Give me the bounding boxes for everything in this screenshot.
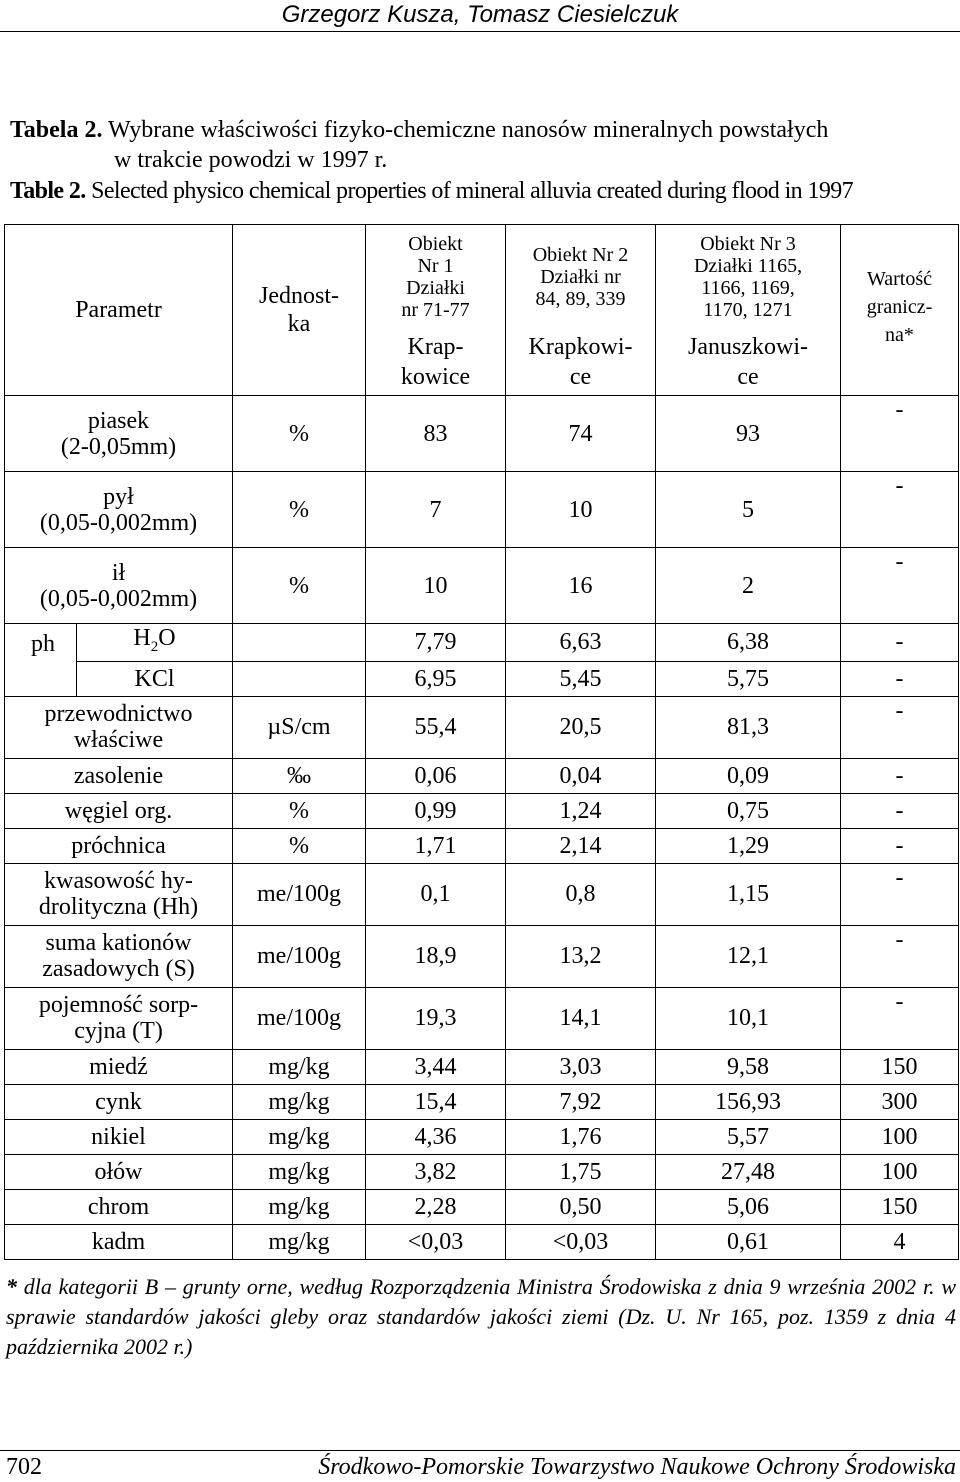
value-limit: 300 xyxy=(841,1084,959,1119)
h2o-h: H xyxy=(133,625,151,651)
header-obj1-place xyxy=(366,330,506,396)
header-obj3-place xyxy=(656,330,841,396)
obj1-line1: Obiekt xyxy=(408,233,463,256)
value-obj1: 18,9 xyxy=(366,925,506,987)
value-limit: - xyxy=(841,863,959,925)
value-obj1: 10 xyxy=(366,548,506,624)
value-obj1: 0,06 xyxy=(366,758,506,793)
row-name-line1: przewodnictwo xyxy=(44,701,193,728)
value-obj1: 6,95 xyxy=(366,661,506,696)
value-obj2: 0,50 xyxy=(506,1189,656,1224)
row-name-line1: piasek xyxy=(87,407,150,434)
row-name: próchnica xyxy=(5,828,233,863)
limit-line2: granicz- xyxy=(866,296,933,318)
table-row xyxy=(5,758,959,793)
value-limit: - xyxy=(841,472,959,548)
row-name-line2: (2-0,05mm) xyxy=(60,433,177,460)
value-obj2: 16 xyxy=(506,548,656,624)
caption-polish xyxy=(10,115,960,175)
value-obj3: 156,93 xyxy=(656,1084,841,1119)
header-obj3 xyxy=(656,225,841,330)
row-unit: % xyxy=(233,548,366,624)
authors: Grzegorz Kusza, Tomasz Ciesielczuk xyxy=(281,1,679,28)
caption-pl-line2: w trakcie powodzi w 1997 r. xyxy=(114,147,388,173)
value-limit: - xyxy=(841,396,959,472)
row-name xyxy=(5,925,233,987)
value-obj2: 3,03 xyxy=(506,1049,656,1084)
row-name: chrom xyxy=(5,1189,233,1224)
value-obj3: 5,57 xyxy=(656,1119,841,1154)
row-unit: mg/kg xyxy=(233,1084,366,1119)
unit-line1: Jednost- xyxy=(259,283,339,309)
row-unit: µS/cm xyxy=(233,696,366,758)
row-name-line1: ił xyxy=(111,559,126,586)
value-obj3: 0,75 xyxy=(656,793,841,828)
row-unit: % xyxy=(233,793,366,828)
row-name-line2: właściwe xyxy=(73,727,164,754)
row-unit: me/100g xyxy=(233,987,366,1049)
value-limit: - xyxy=(841,828,959,863)
value-obj2: 7,92 xyxy=(506,1084,656,1119)
header-row-1 xyxy=(5,225,959,330)
value-obj3: 2 xyxy=(656,548,841,624)
obj3-place-line2: ce xyxy=(737,364,759,391)
table-row xyxy=(5,863,959,925)
value-limit: - xyxy=(841,696,959,758)
value-limit: - xyxy=(841,758,959,793)
table-row xyxy=(5,828,959,863)
row-name: ołów xyxy=(5,1154,233,1189)
value-limit: - xyxy=(841,661,959,696)
footnote-mark: * xyxy=(6,1274,17,1299)
row-name-line2: (0,05-0,002mm) xyxy=(39,585,198,612)
row-name: kadm xyxy=(5,1224,233,1259)
value-limit: 100 xyxy=(841,1119,959,1154)
value-obj2: 13,2 xyxy=(506,925,656,987)
header-unit xyxy=(233,225,366,396)
caption-en-label: Table 2. xyxy=(10,178,86,204)
row-name: KCl xyxy=(77,661,233,696)
row-unit: % xyxy=(233,828,366,863)
obj2-line2: Działki nr xyxy=(540,266,621,289)
table-row xyxy=(5,1154,959,1189)
obj3-line1: Obiekt Nr 3 xyxy=(700,233,796,256)
page-number: 702 xyxy=(6,1454,42,1480)
row-name-line2: cyjna (T) xyxy=(74,1018,163,1045)
obj3-line4: 1170, 1271 xyxy=(703,299,793,322)
value-obj3: 0,61 xyxy=(656,1224,841,1259)
value-obj3: 5,06 xyxy=(656,1189,841,1224)
page-footer xyxy=(0,1450,960,1482)
row-unit: mg/kg xyxy=(233,1224,366,1259)
value-limit: - xyxy=(841,987,959,1049)
value-obj1: 3,44 xyxy=(366,1049,506,1084)
header-obj2-place xyxy=(506,330,656,396)
table-row xyxy=(5,661,959,696)
value-obj1: 83 xyxy=(366,396,506,472)
value-obj2: 2,14 xyxy=(506,828,656,863)
obj1-place-line1: Krap- xyxy=(407,334,464,361)
obj1-line3: Działki xyxy=(406,277,465,300)
row-name xyxy=(77,624,233,662)
table-row xyxy=(5,1119,959,1154)
value-obj2: 1,24 xyxy=(506,793,656,828)
value-limit: 100 xyxy=(841,1154,959,1189)
row-name-line1: pył xyxy=(103,483,134,510)
value-obj1: 1,71 xyxy=(366,828,506,863)
row-name xyxy=(5,548,233,624)
value-obj1: 15,4 xyxy=(366,1084,506,1119)
obj2-line1: Obiekt Nr 2 xyxy=(532,244,629,267)
table-row xyxy=(5,1084,959,1119)
row-unit: mg/kg xyxy=(233,1119,366,1154)
footnote-text: dla kategorii B – grunty orne, według Rozporządzenia Ministra Środowiska z dnia 9 września 2002 r. w sprawie standardów jakości gleby oraz standardów jakości ziemi (Dz. U. Nr 165, poz. 1359 z dnia 4 października 2002 r.) xyxy=(6,1274,956,1359)
value-limit: 150 xyxy=(841,1049,959,1084)
obj2-place-line2: ce xyxy=(569,364,592,391)
caption-pl-line1: Wybrane właściwości fizyko-chemiczne nanosów mineralnych powstałych xyxy=(102,117,829,143)
row-unit: % xyxy=(233,472,366,548)
limit-line1: Wartość xyxy=(866,268,933,290)
h2o-o: O xyxy=(158,625,176,651)
table-row xyxy=(5,696,959,758)
row-unit: mg/kg xyxy=(233,1189,366,1224)
row-unit: % xyxy=(233,396,366,472)
row-name: zasolenie xyxy=(5,758,233,793)
row-unit: me/100g xyxy=(233,925,366,987)
value-limit: - xyxy=(841,925,959,987)
obj1-line2: Nr 1 xyxy=(417,255,454,278)
value-limit: - xyxy=(841,624,959,662)
unit-line2: ka xyxy=(287,311,311,337)
table-row xyxy=(5,1189,959,1224)
value-obj1: <0,03 xyxy=(366,1224,506,1259)
value-obj2: 74 xyxy=(506,396,656,472)
value-obj3: 0,09 xyxy=(656,758,841,793)
row-name-line1: kwasowość hy- xyxy=(44,868,193,895)
caption-en-text: Selected physico chemical properties of mineral alluvia created during flood in 1997 xyxy=(85,178,854,204)
row-name: cynk xyxy=(5,1084,233,1119)
row-unit: mg/kg xyxy=(233,1154,366,1189)
header-limit xyxy=(841,225,959,396)
table-row xyxy=(5,548,959,624)
obj3-place-line1: Januszkowi- xyxy=(688,334,808,361)
parametr-label: Parametr xyxy=(75,297,162,323)
row-name: węgiel org. xyxy=(5,793,233,828)
row-name-line1: suma kationów xyxy=(45,930,192,957)
value-obj2: 6,63 xyxy=(506,624,656,662)
row-name-line1: pojemność sorp- xyxy=(38,992,199,1019)
row-unit: ‰ xyxy=(233,758,366,793)
value-obj3: 81,3 xyxy=(656,696,841,758)
caption-english xyxy=(10,176,960,206)
value-obj3: 1,29 xyxy=(656,828,841,863)
value-obj3: 12,1 xyxy=(656,925,841,987)
row-name: miedź xyxy=(5,1049,233,1084)
row-name xyxy=(5,396,233,472)
value-obj3: 93 xyxy=(656,396,841,472)
value-obj3: 10,1 xyxy=(656,987,841,1049)
properties-table xyxy=(4,224,959,1260)
value-obj3: 5,75 xyxy=(656,661,841,696)
obj1-place-line2: kowice xyxy=(400,364,471,391)
value-obj3: 5 xyxy=(656,472,841,548)
running-head xyxy=(0,0,960,32)
row-name xyxy=(5,863,233,925)
row-unit xyxy=(233,661,366,696)
value-limit: - xyxy=(841,793,959,828)
value-limit: 150 xyxy=(841,1189,959,1224)
value-obj2: 0,04 xyxy=(506,758,656,793)
value-obj1: 3,82 xyxy=(366,1154,506,1189)
obj2-line3: 84, 89, 339 xyxy=(535,288,626,311)
value-obj2: 0,8 xyxy=(506,863,656,925)
value-limit: 4 xyxy=(841,1224,959,1259)
value-obj1: 55,4 xyxy=(366,696,506,758)
value-obj1: 0,1 xyxy=(366,863,506,925)
value-obj1: 2,28 xyxy=(366,1189,506,1224)
row-name xyxy=(5,696,233,758)
table-row xyxy=(5,396,959,472)
obj2-place-line1: Krapkowi- xyxy=(528,334,633,361)
value-obj2: 5,45 xyxy=(506,661,656,696)
value-obj2: <0,03 xyxy=(506,1224,656,1259)
limit-line3: na* xyxy=(885,324,914,346)
obj3-line3: 1166, 1169, xyxy=(701,277,795,300)
row-unit xyxy=(233,624,366,662)
footnote xyxy=(6,1272,956,1362)
row-name xyxy=(5,987,233,1049)
value-obj2: 1,76 xyxy=(506,1119,656,1154)
ph-label: ph xyxy=(5,624,77,697)
row-name-line2: drolityczna (Hh) xyxy=(38,894,199,921)
row-unit: me/100g xyxy=(233,863,366,925)
row-name xyxy=(5,472,233,548)
caption-pl-label: Tabela 2. xyxy=(10,117,103,143)
value-obj1: 7,79 xyxy=(366,624,506,662)
row-name-line2: (0,05-0,002mm) xyxy=(39,509,198,536)
value-obj3: 6,38 xyxy=(656,624,841,662)
header-obj1 xyxy=(366,225,506,330)
value-obj2: 14,1 xyxy=(506,987,656,1049)
header-parametr xyxy=(5,225,233,396)
table-row xyxy=(5,1224,959,1259)
value-obj1: 19,3 xyxy=(366,987,506,1049)
table-row xyxy=(5,793,959,828)
obj3-line2: Działki 1165, xyxy=(693,255,803,278)
journal-name: Środkowo-Pomorskie Towarzystwo Naukowe Ochrony Środowiska xyxy=(318,1454,956,1480)
value-obj2: 20,5 xyxy=(506,696,656,758)
value-limit: - xyxy=(841,548,959,624)
table-row xyxy=(5,1049,959,1084)
table-row xyxy=(5,472,959,548)
value-obj3: 1,15 xyxy=(656,863,841,925)
table-row xyxy=(5,987,959,1049)
value-obj3: 9,58 xyxy=(656,1049,841,1084)
value-obj2: 10 xyxy=(506,472,656,548)
value-obj3: 27,48 xyxy=(656,1154,841,1189)
value-obj2: 1,75 xyxy=(506,1154,656,1189)
obj1-line4: nr 71-77 xyxy=(401,299,470,322)
row-name-line2: zasadowych (S) xyxy=(42,956,195,983)
value-obj1: 7 xyxy=(366,472,506,548)
table-row xyxy=(5,925,959,987)
value-obj1: 0,99 xyxy=(366,793,506,828)
header-obj2 xyxy=(506,225,656,330)
row-name: nikiel xyxy=(5,1119,233,1154)
h2o-sub: 2 xyxy=(150,638,159,655)
row-unit: mg/kg xyxy=(233,1049,366,1084)
table-row xyxy=(5,624,959,662)
value-obj1: 4,36 xyxy=(366,1119,506,1154)
